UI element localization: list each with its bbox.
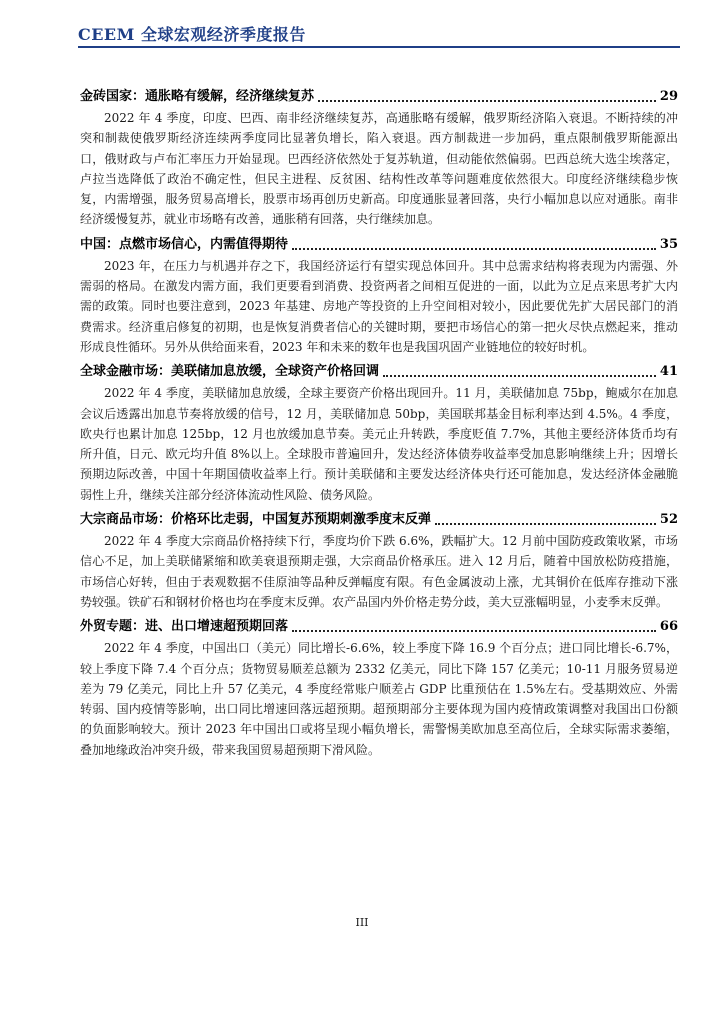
dot-leader <box>318 100 656 102</box>
section-page-number: 41 <box>659 364 678 380</box>
section-title: 外贸专题：进、出口增速超预期回落 <box>80 619 289 635</box>
toc-section-brics <box>80 86 678 230</box>
section-title: 金砖国家：通胀略有缓解，经济继续复苏 <box>80 89 315 104</box>
section-title: 中国：点燃市场信心，内需值得期待 <box>80 236 289 252</box>
section-page-number: 66 <box>659 619 678 635</box>
footer-page-number: III <box>355 916 369 929</box>
toc-section-china <box>80 234 678 357</box>
section-title: 大宗商品市场：价格环比走弱，中国复苏预期刺激季度末反弹 <box>80 512 432 528</box>
toc-entry-china[interactable] <box>80 234 678 256</box>
section-page-number: 52 <box>659 512 678 528</box>
dot-leader <box>292 248 656 250</box>
toc-section-financial-markets <box>80 361 678 505</box>
toc-entry-commodities[interactable] <box>80 509 678 531</box>
section-page-number: 29 <box>659 89 678 104</box>
section-page-number: 35 <box>659 236 678 252</box>
page-footer <box>0 916 724 929</box>
section-summary: 2022 年 4 季度，美联储加息放缓，全球主要资产价格出现回升。11 月，美联储加息 75bp，鲍威尔在加息会议后透露出加息节奏将放缓的信号，12 月，美联储加息 50bp，美国联邦基金目标利率达到 4.5%。4 季度，欧央行也累计加息 125bp，12 月也放缓加息节奏。美元止升转跌，季度贬值 7.7%，其他主要经济体货币均有所升值，日元、欧元均升值 8%以上。全球股市普遍回升，发达经济体债券收益率受加息影响继续上升；因增长预期边际改善，中国十年期国债收益率上行。预计美联储和主要发达经济体央行还可能加息，发达经济体金融脆弱性上升，继续关注部分经济体流动性风险、债务风险。 <box>80 386 678 502</box>
section-title: 全球金融市场：美联储加息放缓，全球资产价格回调 <box>80 364 380 380</box>
section-summary: 2022 年 4 季度大宗商品价格持续下行，季度均价下跌 6.6%，跌幅扩大。12 月前中国防疫政策收紧，市场信心不足，加上美联储紧缩和欧美衰退预期走强，大宗商品价格承压。进入 12 月后，随着中国放松防疫措施，市场信心好转，但由于表观数据不佳原油等品种反弹幅度有限。有色金属波动上涨，尤其铜价在低库存推动下涨势较强。铁矿石和钢材价格也均在季度末反弹。农产品国内外价格走势分歧，美大豆涨幅明显，小麦季末反弹。 <box>80 534 678 609</box>
page-header <box>78 22 678 45</box>
toc-section-commodities <box>80 509 678 612</box>
dot-leader <box>435 523 656 525</box>
report-title: CEEM 全球宏观经济季度报告 <box>78 25 306 44</box>
toc-section-foreign-trade <box>80 616 678 760</box>
dot-leader <box>383 375 656 377</box>
toc-entry-foreign-trade[interactable] <box>80 616 678 638</box>
section-summary: 2022 年 4 季度，中国出口（美元）同比增长-6.6%，较上季度下降 16.9 个百分点；进口同比增长-6.7%，较上季度下降 7.4 个百分点；货物贸易顺差总额为 2332 亿美元，同比下降 157 亿美元；10-11 月服务贸易逆差为 79 亿美元，同比上升 57 亿美元，4 季度经常账户顺差占 GDP 比重预估在 1.5%左右。受基期效应、外需转弱、国内疫情等影响，出口同比增速回落远超预期。超预期部分主要体现为国内疫情政策调整对我国出口份额的负面影响较大。预计 2023 年中国出口或将呈现小幅负增长，需警惕美欧加息至高位后，全球实际需求萎缩，叠加地缘政治冲突升级，带来我国贸易超预期下滑风险。 <box>80 641 678 757</box>
header-divider <box>78 46 680 48</box>
section-summary: 2023 年，在压力与机遇并存之下，我国经济运行有望实现总体回升。其中总需求结构将表现为内需强、外需弱的格局。在激发内需方面，我们更要看到消费、投资两者之间相互促进的一面，以此为立足点来思考扩大内需的政策。同时也要注意到，2023 年基建、房地产等投资的上升空间相对较小，因此要优先扩大居民部门的消费需求。经济重启修复的初期，也是恢复消费者信心的关键时期，要把市场信心的第一把火尽快点燃起来，推动形成良性循环。另外从供给面来看，2023 年和未来的数年也是我国巩固产业链地位的较好时机。 <box>80 258 678 354</box>
toc-entry-brics[interactable] <box>80 86 678 108</box>
toc-entry-financial-markets[interactable] <box>80 361 678 383</box>
section-summary: 2022 年 4 季度，印度、巴西、南非经济继续复苏，高通胀略有缓解，俄罗斯经济陷入衰退。不断持续的冲突和制裁使俄罗斯经济连续两季度同比显著负增长，陷入衰退。西方制裁进一步加码，重点限制俄罗斯能源出口，俄财政与卢布汇率压力开始显现。巴西经济依然处于复苏轨道，但动能依然偏弱。巴西总统大选尘埃落定，卢拉当选降低了政治不确定性，但民主进程、反贫困、结构性改革等问题难度依然很大。印度经济继续稳步恢复，内需增强，服务贸易高增长，股票市场再创历史新高。印度通胀显著回落，央行小幅加息以应对通胀。南非经济缓慢复苏，就业市场略有改善，通胀稍有回落，央行继续加息。 <box>80 111 678 227</box>
dot-leader <box>292 630 656 632</box>
toc-content <box>80 86 678 764</box>
